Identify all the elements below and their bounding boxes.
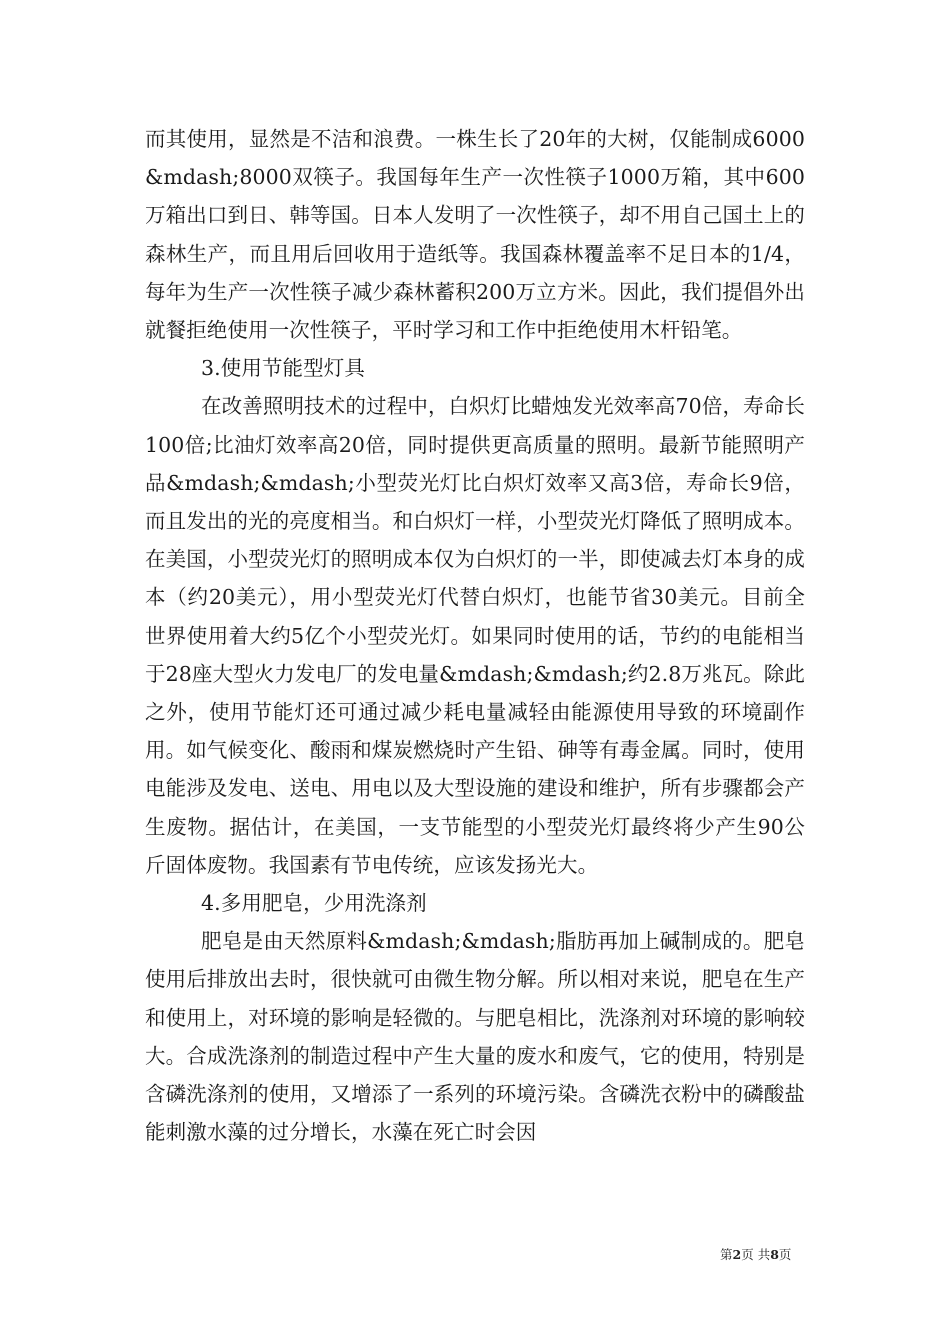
footer-suffix: 页 xyxy=(778,1247,792,1262)
total-page-count: 8 xyxy=(770,1247,779,1262)
page-number-footer xyxy=(720,1245,791,1263)
footer-prefix: 第 xyxy=(720,1247,733,1262)
current-page-number: 2 xyxy=(732,1247,742,1262)
section-heading-lighting: 3.使用节能型灯具 xyxy=(201,356,365,381)
section-heading-soap: 4.多用肥皂，少用洗涤剂 xyxy=(201,891,427,916)
footer-middle: 页 共 xyxy=(741,1247,771,1262)
paragraph-lighting: 在改善照明技术的过程中，白炽灯比蜡烛发光效率高70倍，寿命长100倍;比油灯效率高20倍，同时提供更高质量的照明。最新节能照明产品&mdash;&mdash;小型荧光灯比白炽灯效率又高3倍，寿命长9倍，而且发出的光的亮度相当。和白炽灯一样，小型荧光灯降低了照明成本。在美国，小型荧光灯的照明成本仅为白炽灯的一半，即使减去灯本身的成本（约20美元），用小型荧光灯代替白炽灯，也能节省30美元。目前全世界使用着大约5亿个小型荧光灯。如果同时使用的话，节约的电能相当于28座大型火力发电厂的发电量&mdash;&mdash;约2.8万兆瓦。除此之外，使用节能灯还可通过减少耗电量减轻由能源使用导致的环境副作用。如气候变化、酸雨和煤炭燃烧时产生铅、砷等有毒金属。同时，使用电能涉及发电、送电、用电以及大型设施的建设和维护，所有步骤都会产生废物。据估计，在美国，一支节能型的小型荧光灯最终将少产生90公斤固体废物。我国素有节电传统，应该发扬光大。 xyxy=(145,394,805,877)
paragraph-chopsticks: 而其使用，显然是不洁和浪费。一株生长了20年的大树，仅能制成6000&mdash;8000双筷子。我国每年生产一次性筷子1000万箱，其中600万箱出口到日、韩等国。日本人发明了一次性筷子，却不用自己国土上的森林生产，而且用后回收用于造纸等。我国森林覆盖率不足日本的1/4，每年为生产一次性筷子减少森林蓄积200万立方米。因此，我们提倡外出就餐拒绝使用一次性筷子，平时学习和工作中拒绝使用木杆铅笔。 xyxy=(145,127,805,343)
paragraph-soap: 肥皂是由天然原料&mdash;&mdash;脂肪再加上碱制成的。肥皂使用后排放出去时，很快就可由微生物分解。所以相对来说，肥皂在生产和使用上，对环境的影响是轻微的。与肥皂相比，洗涤剂对环境的影响较大。合成洗涤剂的制造过程中产生大量的废水和废气，它的使用，特别是含磷洗涤剂的使用，又增添了一系列的环境污染。含磷洗衣粉中的磷酸盐能刺激水藻的过分增长，水藻在死亡时会因 xyxy=(145,929,805,1145)
document-body xyxy=(145,120,805,1151)
